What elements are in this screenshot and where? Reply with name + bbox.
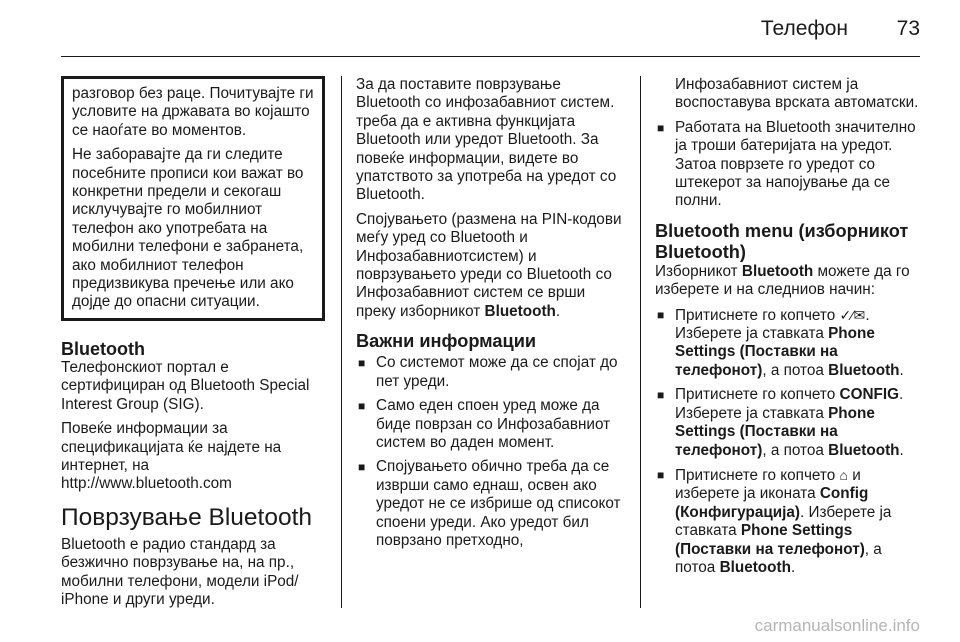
list-item: ■ Со системот може да се спојат до пет уреди.	[356, 354, 624, 391]
phone-key-icon: ✓⁄✉	[839, 306, 866, 323]
list-item-continued: Инфозабавниот систем ја воспоставува врската автоматски.	[675, 76, 919, 112]
heading-important-info: Важни информации	[356, 331, 537, 352]
important-list-continued	[655, 76, 925, 211]
list-item: ■ Само еден споен уред може да биде поврзан со Инфозабавниот систем во даден момент.	[356, 397, 624, 452]
column-1	[61, 76, 325, 615]
bold-term: Bluetooth	[484, 302, 556, 320]
home-key-icon: ⌂	[839, 466, 848, 483]
paragraph: Спојувањето (размена на PIN-кодови меѓу уред со Bluetooth и Инфозабавниотсистем) и поврзувањето уреди со Bluetooth со Инфозабавниот систем се врши преку изборникот Bluetooth.	[356, 210, 622, 320]
page-title: Телефон	[760, 17, 848, 40]
menu-access-list	[655, 306, 925, 578]
column-2	[356, 76, 624, 556]
column-divider-2	[640, 76, 641, 608]
paragraph: Повеќе информации за спецификацијата ќе најдете на интернет, на	[61, 420, 282, 474]
paragraph: Bluetooth е радио стандард за безжично поврзување на, на пр., мобилни телефони, модели iPod/ iPhone и други уреди.	[61, 535, 299, 608]
page-number: 73	[896, 17, 920, 40]
heading-bluetooth-menu: Bluetooth menu (изборникот Bluetooth)	[655, 220, 909, 262]
list-item: ■ Работата на Bluetooth значително ја троши батеријата на уредот. Затоа поврзете го уредот со штекерот за напојување да се полни.	[655, 119, 925, 211]
list-item: ■ Притиснете го копчето ✓⁄✉. Изберете ја ставката Phone Settings (Поставки на телефонот), а потоа Bluetooth.	[655, 306, 925, 381]
warning-paragraph: Не заборавајте да ги следите посебните прописи кои важат во конкретни предели и секогаш исклучувајте го мобилниот телефон ако употребата на мобилни телефони е забранета, ако мобилниот телефон предизвикува пречење или ако дојде до опасни ситуации.	[72, 146, 304, 311]
list-item: ■ Притиснете го копчето ⌂ и изберете ја иконата Config (Конфигурација). Изберете ја ставката Phone Settings (Поставки на телефонот), а потоа Bluetooth.	[655, 466, 925, 577]
list-item: ■ Притиснете го копчето CONFIG. Изберете ја ставката Phone Settings (Поставки на телефонот), а потоа Bluetooth.	[655, 386, 925, 460]
column-3	[655, 76, 925, 583]
paragraph: За да поставите поврзување Bluetooth со инфозабавниот систем. треба да е активна функцијата Bluetooth или уредот Bluetooth. За повеќе информации, видете во упатството за употреба на уредот со Bluetooth.	[356, 76, 617, 204]
warning-box	[61, 76, 325, 321]
column-divider-1	[341, 76, 342, 608]
page-header	[0, 0, 960, 56]
heading-bluetooth-pairing: Поврзување Bluetooth	[61, 503, 313, 531]
paragraph: Телефонскиот портал е сертифициран од Bluetooth Special Interest Group (SIG).	[61, 358, 310, 413]
header-rule	[61, 56, 920, 57]
bluetooth-url: http://www.bluetooth.com	[61, 475, 232, 493]
important-list	[356, 354, 624, 550]
watermark: carmanualsonline.info	[754, 616, 920, 635]
heading-bluetooth: Bluetooth	[61, 338, 145, 359]
paragraph: Изборникот Bluetooth можете да го изберете и на следниов начин:	[655, 262, 910, 299]
list-item: ■ Спојувањето обично треба да се изврши само еднаш, освен ако уредот не се избрише од списокот споени уреди. Ако уредот бил поврзано претходно,	[356, 458, 624, 550]
warning-paragraph: разговор без раце. Почитувајте ги условите на државата во којашто се наоѓате во моментов.	[72, 85, 314, 139]
